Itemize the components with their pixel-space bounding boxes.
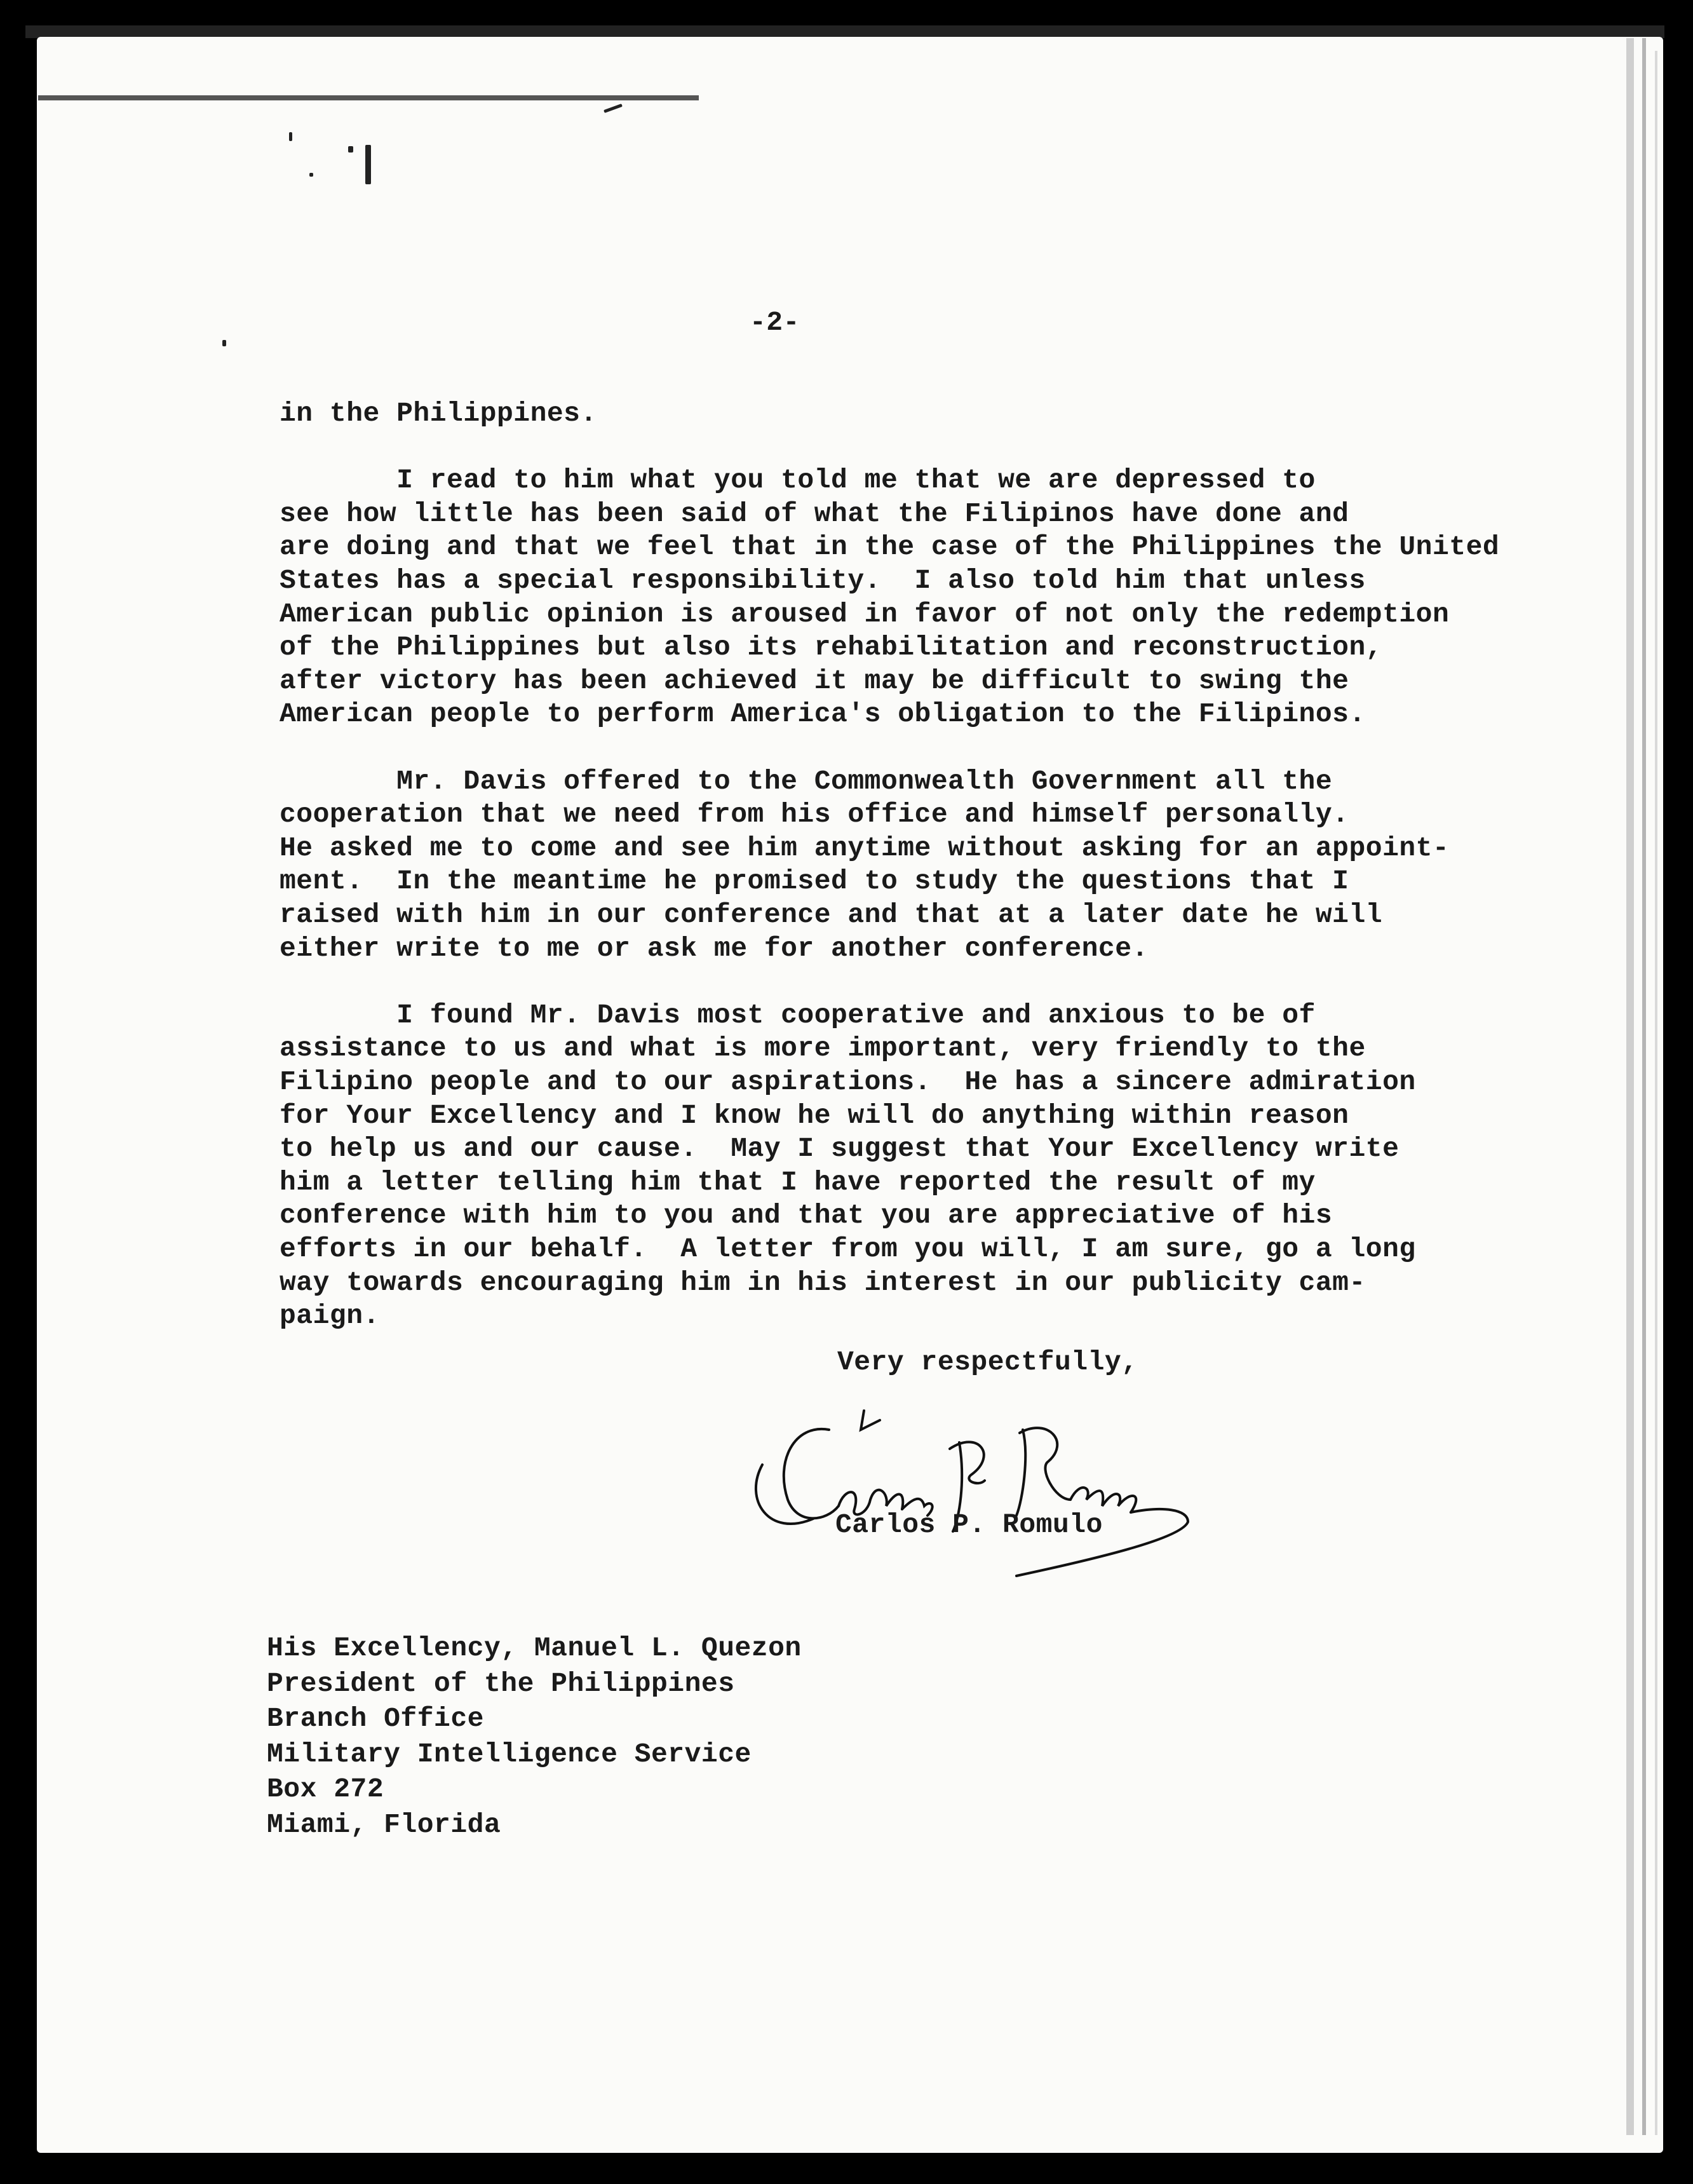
scan-speck: [309, 173, 313, 177]
body-line: efforts in our behalf. A letter from you will, I am sure, go a long: [280, 1233, 1416, 1265]
body-line: Filipino people and to our aspirations. He has a sincere admiration: [280, 1066, 1416, 1097]
body-line: He asked me to come and see him anytime without asking for an appoint-: [280, 832, 1450, 864]
signatory-name: Carlos P. Romulo: [835, 1509, 1103, 1540]
body-line: in the Philippines.: [280, 398, 597, 429]
body-line: either write to me or ask me for another conference.: [280, 932, 1149, 964]
body-line: of the Philippines but also its rehabilitation and reconstruction,: [280, 632, 1383, 663]
body-line: I read to him what you told me that we are depressed to: [280, 465, 1316, 496]
addressee-line: His Excellency, Manuel L. Quezon: [267, 1632, 802, 1664]
closing: Very respectfully,: [837, 1346, 1138, 1378]
body-line: way towards encouraging him in his interest in our publicity cam-: [280, 1266, 1366, 1298]
signature-text: Carlos P. Romulo: [762, 1582, 848, 1592]
scan-speck: [289, 132, 292, 141]
body-line: assistance to us and what is more important, very friendly to the: [280, 1033, 1366, 1064]
body-line: Mr. Davis offered to the Commonwealth Government all the: [280, 765, 1333, 797]
body-line: American people to perform America's obligation to the Filipinos.: [280, 698, 1366, 730]
addressee-line: Miami, Florida: [267, 1808, 501, 1840]
addressee-line: Branch Office: [267, 1703, 484, 1734]
scan-edge-shadow: [38, 95, 699, 100]
scan-speck: [348, 146, 353, 153]
body-line: American public opinion is aroused in favor of not only the redemption: [280, 598, 1450, 630]
addressee-line: President of the Philippines: [267, 1667, 735, 1699]
scan-edge-right-outer: [1655, 51, 1657, 2135]
handwritten-signature: [750, 1404, 1207, 1595]
body-line: paign.: [280, 1300, 380, 1332]
body-line: are doing and that we feel that in the case of the Philippines the United: [280, 531, 1500, 563]
body-line: raised with him in our conference and that at a later date he will: [280, 899, 1383, 930]
body-line: him a letter telling him that I have reported the result of my: [280, 1166, 1316, 1198]
body-line: for Your Excellency and I know he will do anything within reason: [280, 1099, 1349, 1131]
scan-edge-right-inner: [1642, 38, 1646, 2135]
scan-edge-top: [25, 25, 1664, 38]
page-number: -2-: [750, 307, 800, 338]
body-line: States has a special responsibility. I also told him that unless: [280, 565, 1366, 596]
addressee-line: Military Intelligence Service: [267, 1738, 752, 1770]
addressee-line: Box 272: [267, 1774, 384, 1805]
scan-speck: [222, 340, 226, 346]
scan-edge-right: [1626, 38, 1634, 2135]
body-line: cooperation that we need from his office and himself personally.: [280, 799, 1349, 831]
body-line: conference with him to you and that you are appreciative of his: [280, 1200, 1333, 1231]
body-line: to help us and our cause. May I suggest that Your Excellency write: [280, 1133, 1400, 1165]
body-line: I found Mr. Davis most cooperative and anxious to be of: [280, 999, 1316, 1031]
scan-speck: [365, 145, 371, 184]
body-line: see how little has been said of what the Filipinos have done and: [280, 498, 1349, 529]
body-line: ment. In the meantime he promised to study the questions that I: [280, 865, 1349, 897]
body-line: after victory has been achieved it may be difficult to swing the: [280, 665, 1349, 696]
